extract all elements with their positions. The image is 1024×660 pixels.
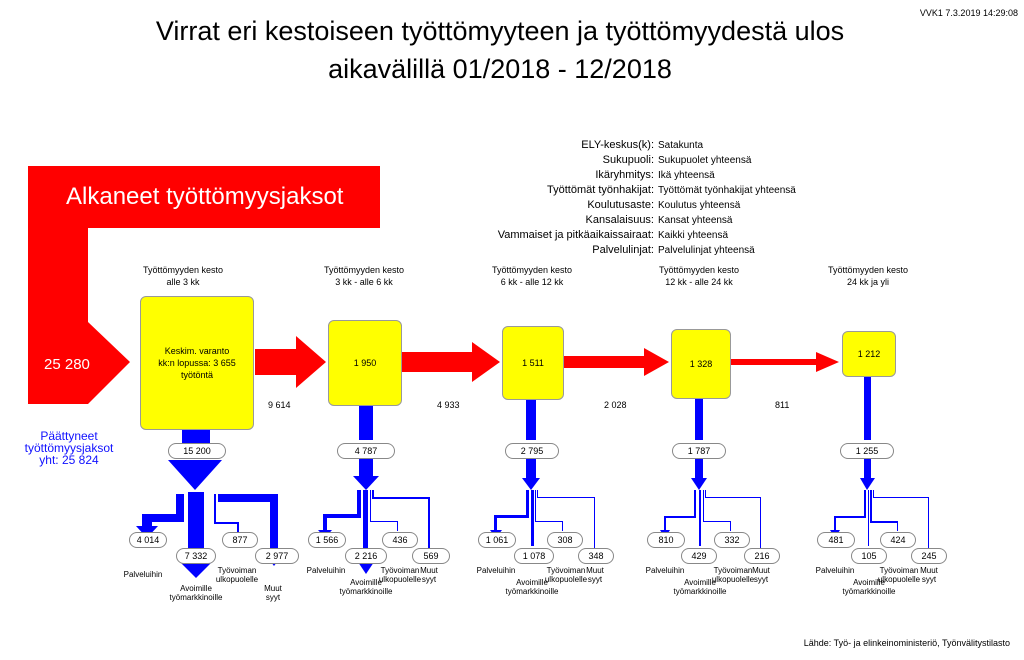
stage5-exits [830, 376, 929, 551]
filter-value: Satakunta [658, 140, 704, 151]
exit-total-3: 2 795 [505, 443, 559, 459]
label-line: työmarkkinoille [842, 587, 896, 596]
label-line: Avoimille [853, 578, 885, 587]
filter-label: ELY-keskus(k): [581, 139, 654, 151]
label-line: Työvoiman [713, 566, 753, 575]
stage-header-line: Työttömyyden kesto [491, 265, 573, 275]
services-value: 1 061 [478, 532, 516, 548]
outside-labour-value: 436 [382, 532, 418, 548]
label-line: Työvoiman [546, 566, 586, 575]
filter-value: Palvelulinjat yhteensä [658, 245, 755, 256]
ended-line: yht: 25 824 [39, 453, 99, 467]
box-value: 1 950 [353, 358, 377, 368]
services-label: Palveluihin [123, 570, 163, 579]
other-reasons-label [580, 566, 610, 584]
box-line: Keskim. varanto [164, 346, 230, 356]
label-line: ulkopuolelle [877, 575, 921, 584]
other-reasons-label [914, 566, 944, 584]
stage-box-3 [502, 326, 564, 400]
label-line: Avoimille [684, 578, 716, 587]
box-value: 1 212 [857, 349, 881, 359]
exit-total-1: 15 200 [168, 443, 226, 459]
label-line: ulkopuolelle [215, 575, 259, 584]
stage-header-line: Työttömyyden kesto [827, 265, 909, 275]
stage-header-4 [634, 264, 764, 288]
stage3-exits [490, 398, 595, 551]
services-value: 4 014 [129, 532, 167, 548]
label-line: työmarkkinoille [339, 587, 393, 596]
exit-total-2: 4 787 [337, 443, 395, 459]
label-line: Työvoiman [217, 566, 257, 575]
flow-arrow-1 [255, 336, 326, 388]
stage-header-line: 24 kk ja yli [846, 277, 890, 287]
other-reasons-label [258, 584, 288, 602]
outside-labour-value: 308 [547, 532, 583, 548]
label-line: ulkopuolelle [711, 575, 755, 584]
label-line: Muut [586, 566, 604, 575]
services-value: 481 [817, 532, 855, 548]
open-market-value: 105 [851, 548, 887, 564]
other-reasons-label [746, 566, 776, 584]
inflow-value: 25 280 [44, 356, 90, 373]
stage-header-3 [467, 264, 597, 288]
filter-label: Vammaiset ja pitkäaikaissairaat: [497, 229, 654, 241]
outside-labour-value: 424 [880, 532, 916, 548]
flow-value-2: 4 933 [437, 400, 460, 410]
label-line: Muut [264, 584, 282, 593]
label-line: Muut [920, 566, 938, 575]
title-line-2: aikavälillä 01/2018 - 12/2018 [328, 54, 672, 84]
filter-value: Koulutus yhteensä [658, 200, 741, 211]
label-line: syyt [587, 575, 603, 584]
open-market-label [164, 584, 228, 602]
ended-line: Päättyneet [40, 429, 98, 443]
stage-header-1 [118, 264, 248, 288]
filter-label: Palvelulinjat: [592, 244, 654, 256]
ended-total [14, 430, 124, 466]
open-market-value: 2 216 [345, 548, 387, 564]
label-line: syyt [921, 575, 937, 584]
box-value: 1 328 [689, 359, 713, 369]
filter-value: Sukupuolet yhteensä [658, 155, 752, 166]
stage-header-line: 6 kk - alle 12 kk [500, 277, 564, 287]
services-label: Palveluihin [645, 566, 685, 575]
label-line: Avoimille [516, 578, 548, 587]
filter-value: Kansat yhteensä [658, 215, 733, 226]
other-reasons-value: 569 [412, 548, 450, 564]
stage-header-2 [299, 264, 429, 288]
stage4-exits [660, 398, 761, 551]
label-line: Avoimille [180, 584, 212, 593]
services-value: 810 [647, 532, 685, 548]
label-line: Avoimille [350, 578, 382, 587]
title-line-1: Virrat eri kestoiseen työttömyyteen ja työttömyydestä ulos [155, 16, 845, 46]
label-line: Työvoiman [380, 566, 420, 575]
label-line: syyt [265, 593, 281, 602]
outside-labour-value: 332 [714, 532, 750, 548]
other-reasons-value: 348 [578, 548, 614, 564]
services-label: Palveluihin [476, 566, 516, 575]
inflow-label: Alkaneet työttömyysjaksot [66, 183, 344, 210]
open-market-value: 7 332 [176, 548, 216, 564]
other-reasons-label [414, 566, 444, 584]
box-value: 1 511 [522, 358, 544, 368]
filter-values [658, 138, 796, 258]
ended-line: työttömyysjaksot [24, 441, 114, 455]
label-line: ulkopuolelle [544, 575, 588, 584]
flow-value-1: 9 614 [268, 400, 291, 410]
stage-header-5 [803, 264, 933, 288]
filter-labels [404, 138, 654, 258]
filter-value: Ikä yhteensä [658, 170, 715, 181]
flow-arrow-3 [563, 348, 669, 376]
other-reasons-value: 245 [911, 548, 947, 564]
filter-value: Työttömät työnhakijat yhteensä [658, 185, 796, 196]
outside-labour-label [212, 566, 262, 584]
label-line: työmarkkinoille [673, 587, 727, 596]
services-value: 1 566 [308, 532, 346, 548]
other-reasons-value: 216 [744, 548, 780, 564]
services-label: Palveluihin [815, 566, 855, 575]
other-reasons-value: 2 977 [255, 548, 299, 564]
box-line: kk:n lopussa: 3 655 [158, 358, 236, 368]
filter-label: Työttömät työnhakijat: [547, 184, 654, 196]
label-line: syyt [753, 575, 769, 584]
exit-total-5: 1 255 [840, 443, 894, 459]
label-line: ulkopuolelle [378, 575, 422, 584]
open-market-value: 1 078 [514, 548, 554, 564]
label-line: syyt [421, 575, 437, 584]
label-line: Muut [752, 566, 770, 575]
flow-value-3: 2 028 [604, 400, 627, 410]
stage-header-line: Työttömyyden kesto [142, 265, 224, 275]
filter-label: Sukupuoli: [602, 154, 654, 166]
stage-box-2 [328, 320, 402, 406]
source-note: Lähde: Työ- ja elinkeinoministeriö, Työnvälitystilasto [803, 638, 1010, 648]
label-line: Työvoiman [879, 566, 919, 575]
timestamp-stamp: VVK1 7.3.2019 14:29:08 [919, 8, 1018, 18]
box-line: työtöntä [180, 370, 214, 380]
filter-label: Ikäryhmitys: [595, 169, 654, 181]
filter-value: Kaikki yhteensä [658, 230, 729, 241]
label-line: työmarkkinoille [505, 587, 559, 596]
stage-box-1 [140, 296, 254, 430]
flow-arrow-4 [731, 352, 839, 372]
exit-total-4: 1 787 [672, 443, 726, 459]
label-line: Muut [420, 566, 438, 575]
stage-header-line: 12 kk - alle 24 kk [665, 277, 733, 287]
stage-header-line: 3 kk - alle 6 kk [335, 277, 393, 287]
label-line: työmarkkinoille [169, 593, 223, 602]
stage-header-line: Työttömyyden kesto [323, 265, 405, 275]
filter-label: Koulutusaste: [587, 199, 654, 211]
stage-box-4 [671, 329, 731, 399]
flow-arrow-2 [401, 342, 500, 382]
filter-label: Kansalaisuus: [585, 214, 654, 226]
services-label: Palveluihin [306, 566, 346, 575]
open-market-value: 429 [681, 548, 717, 564]
stage-header-line: Työttömyyden kesto [658, 265, 740, 275]
page-title [0, 12, 1000, 88]
stage-box-5 [842, 331, 896, 377]
stage-header-line: alle 3 kk [166, 277, 200, 287]
outside-labour-value: 877 [222, 532, 258, 548]
flow-value-4: 811 [775, 400, 790, 410]
